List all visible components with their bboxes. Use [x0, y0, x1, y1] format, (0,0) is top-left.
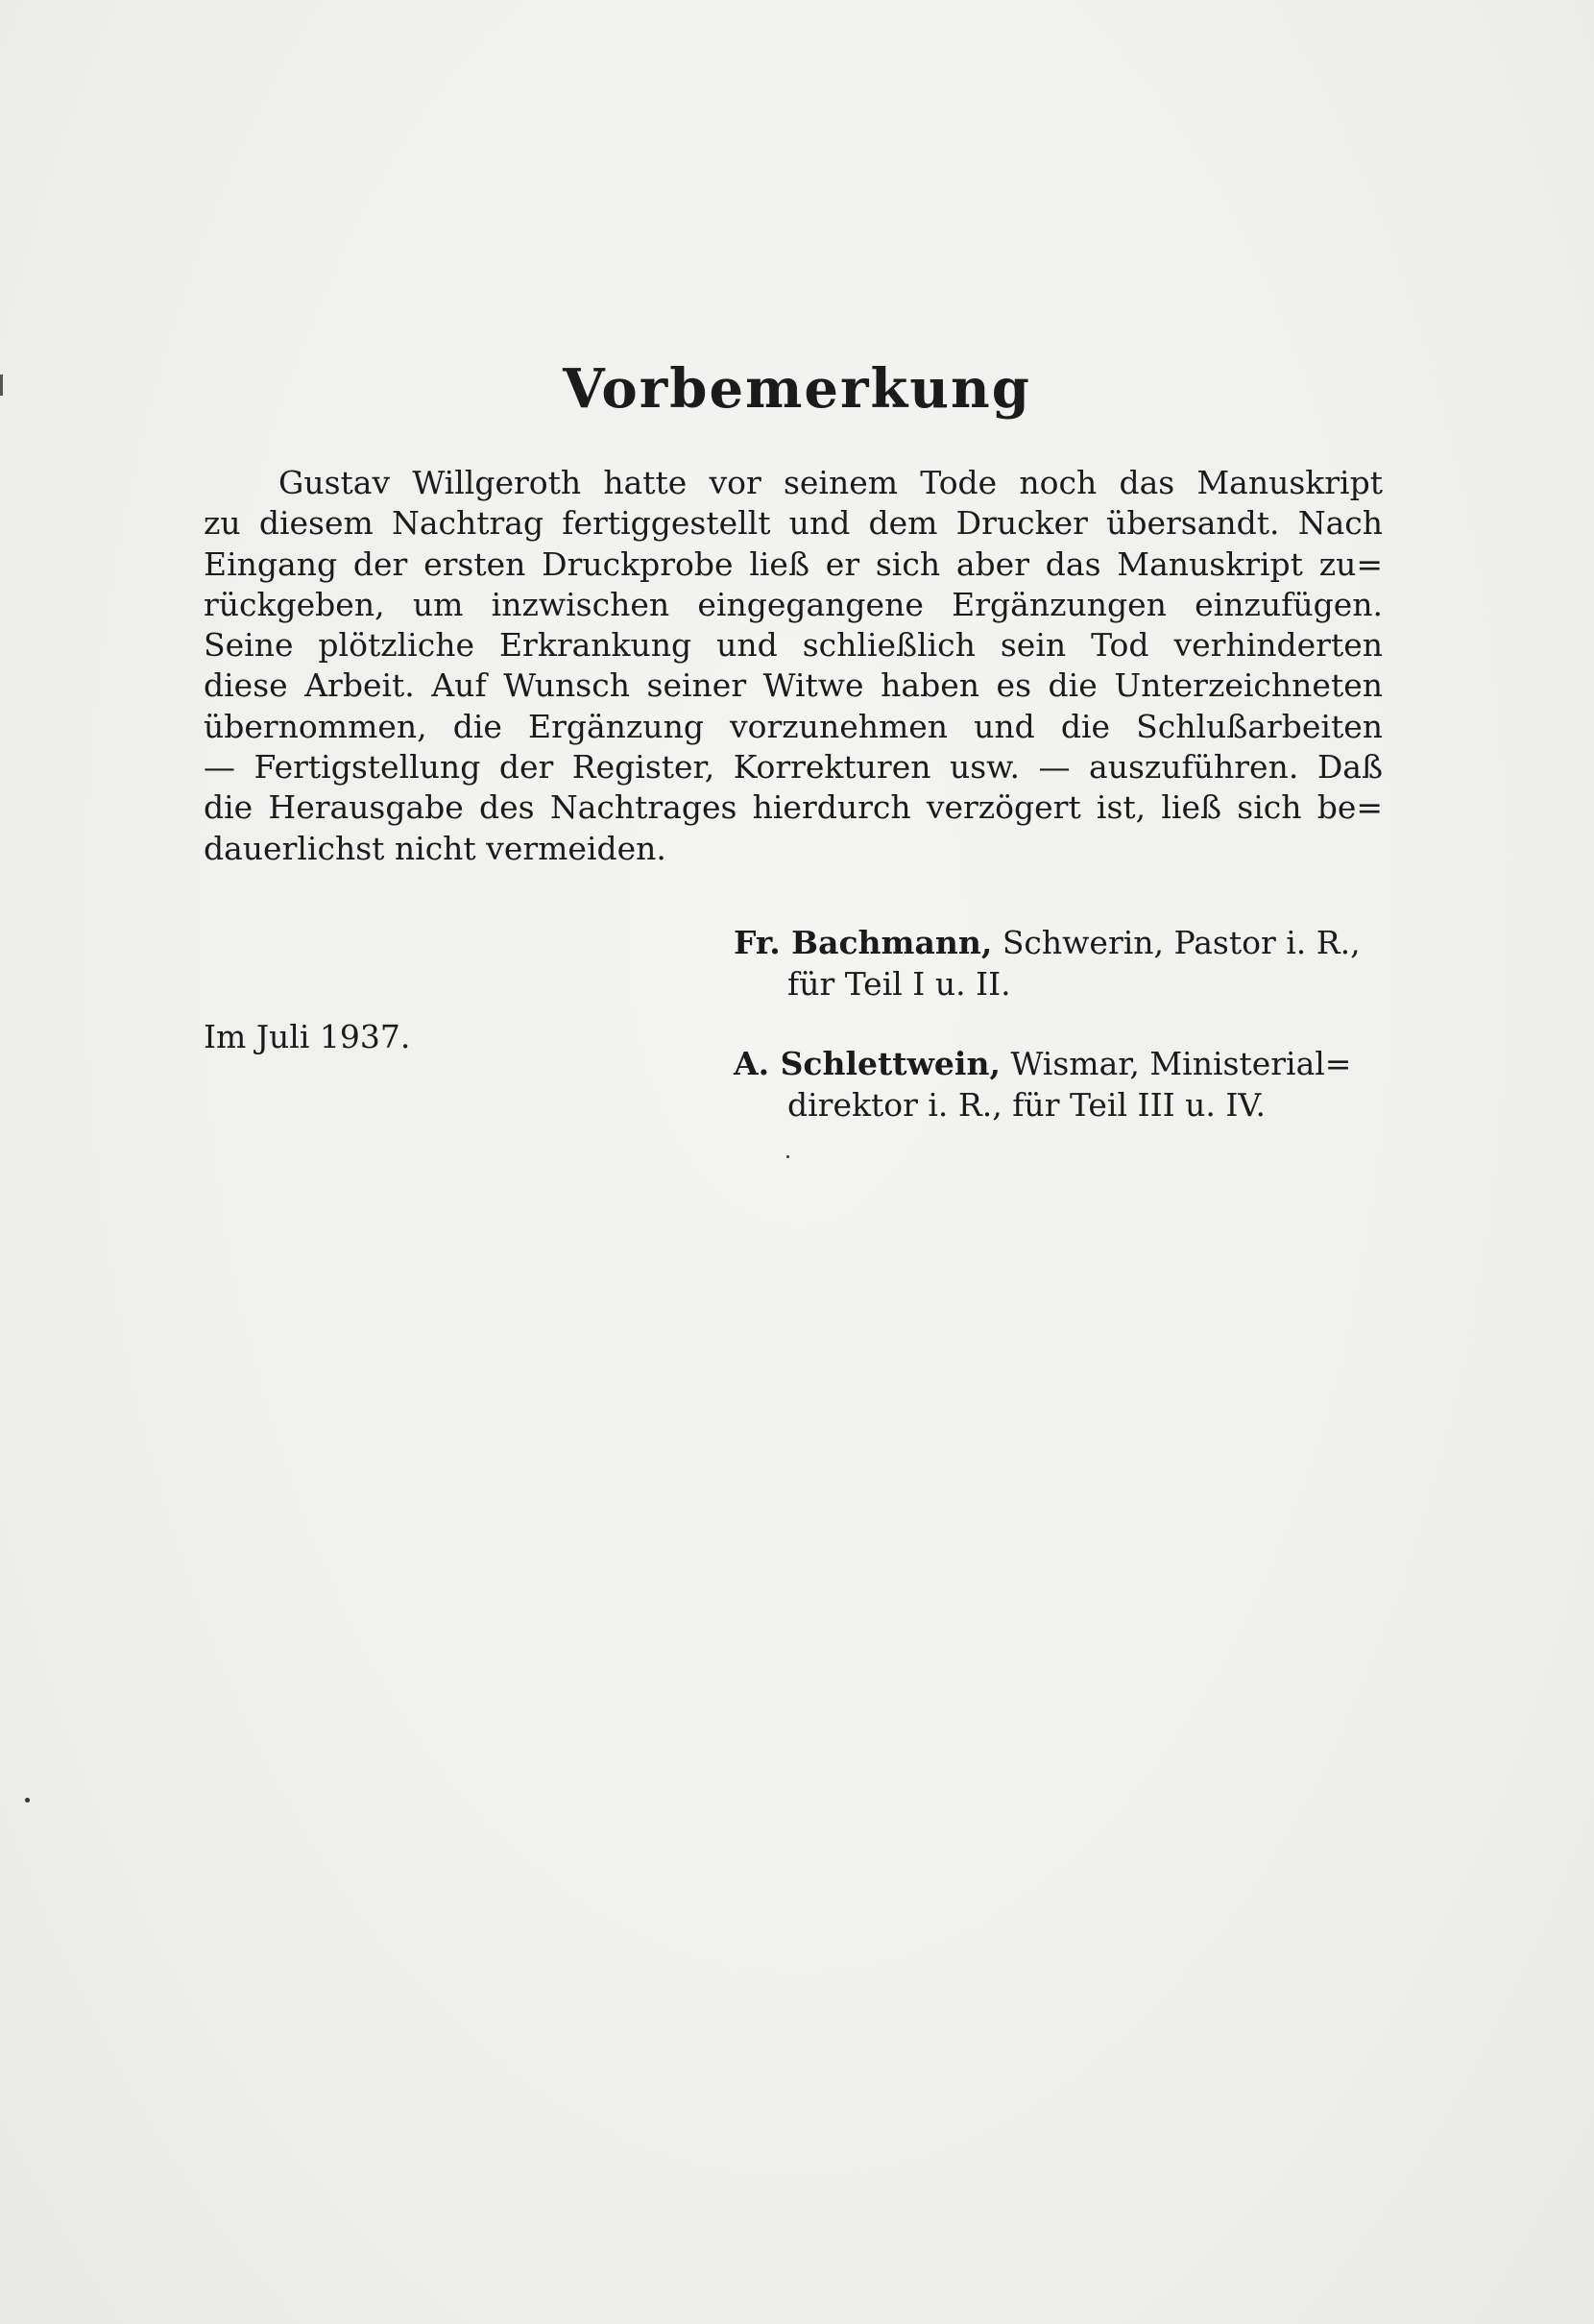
paragraph-line: übernommen, die Ergänzung vorzunehmen und die Schlußarbeiten	[204, 707, 1383, 745]
preface-paragraph	[204, 463, 1383, 869]
paragraph-line: rückgeben, um inzwischen eingegangene Ergänzungen einzufügen.	[204, 585, 1383, 623]
signatory-details: Wismar, Ministerial=	[1010, 1045, 1352, 1082]
signatory-name: A. Schlettwein,	[734, 1045, 1001, 1082]
date-line: Im Juli 1937.	[204, 1018, 411, 1055]
signature-line	[734, 922, 1406, 963]
print-speck	[25, 1798, 30, 1803]
signatory-name: Fr. Bachmann,	[734, 924, 993, 961]
paragraph-line: dauerlichst nicht vermeiden.	[204, 829, 666, 867]
signatory-scope: für Teil I u. II.	[787, 965, 1011, 1003]
paragraph-line: Gustav Willgeroth hatte vor seinem Tode noch das Manuskript	[278, 464, 1383, 501]
signature-schlettwein	[734, 1043, 1406, 1126]
signature-line	[734, 1043, 1406, 1084]
signature-bachmann	[734, 922, 1406, 1005]
paragraph-line: Eingang der ersten Druckprobe ließ er sich aber das Manuskript zu=	[204, 545, 1383, 583]
paragraph-line: diese Arbeit. Auf Wunsch seiner Witwe haben es die Unterzeichneten	[204, 666, 1383, 705]
signatory-scope: direktor i. R., für Teil III u. IV.	[787, 1086, 1266, 1124]
signature-block	[734, 922, 1406, 1126]
print-speck	[786, 1155, 789, 1158]
page-title: Vorbemerkung	[563, 357, 1031, 421]
paragraph-line: zu diesem Nachtrag fertiggestellt und dem Drucker übersandt. Nach	[204, 504, 1383, 543]
paragraph-line: — Fertigstellung der Register, Korrekturen usw. — auszuführen. Daß	[204, 748, 1383, 787]
paragraph-line: Seine plötzliche Erkrankung und schließlich sein Tod verhinderten	[204, 626, 1383, 665]
paragraph-line: die Herausgabe des Nachtrages hierdurch verzögert ist, ließ sich be=	[204, 788, 1383, 827]
signatory-details: Schwerin, Pastor i. R.,	[1002, 924, 1361, 961]
